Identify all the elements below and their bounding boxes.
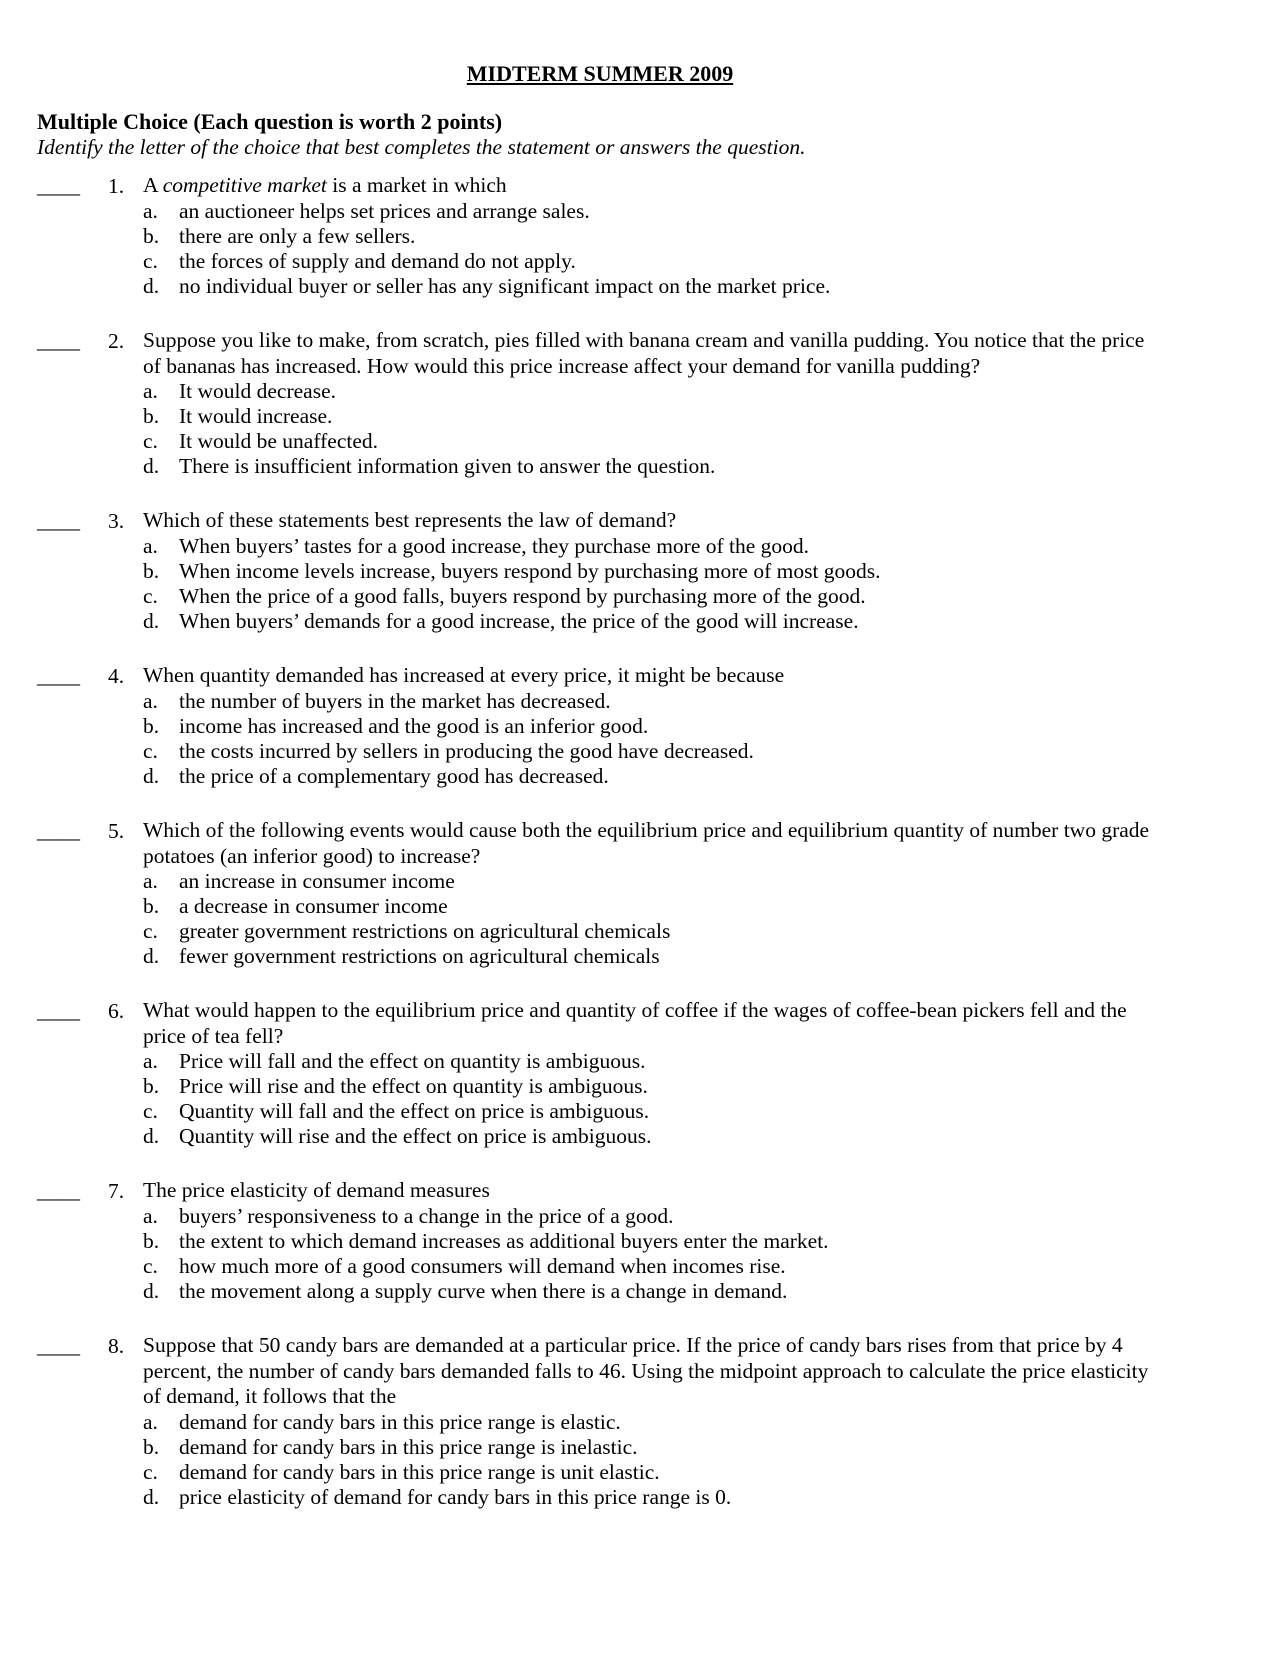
choice-letter: d.: [143, 763, 160, 788]
question-number: 8.: [108, 1334, 125, 1358]
question-number: 2.: [108, 329, 125, 353]
choice-text: there are only a few sellers.: [179, 223, 416, 248]
choice-a[interactable]: [143, 199, 1153, 224]
choice-d[interactable]: [143, 609, 1153, 634]
section-instructions: Identify the letter of the choice that best completes the statement or answers the question.: [37, 135, 806, 159]
question-body: [143, 1333, 1153, 1510]
choice-b[interactable]: [143, 1435, 1153, 1460]
choice-text: no individual buyer or seller has any significant impact on the market price.: [179, 273, 831, 298]
choice-letter: c.: [143, 583, 158, 608]
choice-text: buyers’ responsiveness to a change in the price of a good.: [179, 1203, 674, 1228]
choice-letter: d.: [143, 608, 160, 633]
choice-letter: c.: [143, 1099, 158, 1123]
choice-d[interactable]: [143, 944, 1153, 969]
choice-letter: a.: [143, 379, 158, 403]
answer-blank[interactable]: ____: [37, 999, 80, 1023]
choice-letter: b.: [143, 894, 160, 918]
choice-text: an auctioneer helps set prices and arrange sales.: [179, 198, 590, 223]
choice-letter: b.: [143, 558, 160, 583]
choice-a[interactable]: [143, 1204, 1153, 1229]
choice-b[interactable]: [143, 1074, 1153, 1099]
answer-blank[interactable]: ____: [37, 664, 80, 688]
choice-c[interactable]: [143, 1099, 1153, 1124]
question-number: 3.: [108, 509, 125, 533]
choice-text: Price will rise and the effect on quantity is ambiguous.: [179, 1074, 648, 1098]
choice-text: There is insufficient information given to answer the question.: [179, 454, 716, 478]
choice-letter: b.: [143, 1434, 160, 1459]
question-body: [143, 998, 1153, 1149]
choice-a[interactable]: [143, 869, 1153, 894]
choice-c[interactable]: [143, 429, 1153, 454]
question-body: [143, 508, 1153, 634]
choice-letter: c.: [143, 429, 158, 453]
choice-text: It would be unaffected.: [179, 429, 379, 453]
question-body: [143, 818, 1153, 969]
choice-letter: c.: [143, 1253, 158, 1278]
choice-text: When the price of a good falls, buyers respond by purchasing more of the good.: [179, 583, 866, 608]
choice-text: how much more of a good consumers will demand when incomes rise.: [179, 1253, 786, 1278]
choice-b[interactable]: [143, 404, 1153, 429]
choice-text: Price will fall and the effect on quantity is ambiguous.: [179, 1049, 646, 1073]
choice-letter: b.: [143, 404, 160, 428]
choice-text: greater government restrictions on agricultural chemicals: [179, 919, 671, 943]
question-stem: When quantity demanded has increased at every price, it might be because: [143, 663, 785, 687]
choice-letter: c.: [143, 919, 158, 943]
choice-letter: d.: [143, 273, 160, 298]
choice-c[interactable]: [143, 739, 1153, 764]
page-title: MIDTERM SUMMER 2009: [466, 61, 734, 86]
choice-c[interactable]: [143, 1460, 1153, 1485]
choice-b[interactable]: [143, 714, 1153, 739]
question-stem: What would happen to the equilibrium price and quantity of coffee if the wages of coffee-bean pickers fell and the price of tea fell?: [143, 998, 1127, 1048]
choice-letter: d.: [143, 944, 160, 968]
choice-letter: a.: [143, 1203, 158, 1228]
choice-b[interactable]: [143, 894, 1153, 919]
choice-letter: c.: [143, 738, 158, 763]
choice-text: the forces of supply and demand do not apply.: [179, 248, 576, 273]
choice-d[interactable]: [143, 274, 1153, 299]
stem-prefix: A: [143, 173, 163, 197]
answer-blank[interactable]: ____: [37, 329, 80, 353]
choice-d[interactable]: [143, 1124, 1153, 1149]
question-number: 5.: [108, 819, 125, 843]
section-heading: Multiple Choice (Each question is worth 2 points): [37, 109, 503, 134]
question-body: [143, 663, 1153, 789]
choice-b[interactable]: [143, 224, 1153, 249]
choice-letter: a.: [143, 1409, 158, 1434]
question-stem: Suppose that 50 candy bars are demanded at a particular price. If the price of candy bars rises from that price by 4 percent, the number of candy bars demanded falls to 46. Using the midpoint approach to calculate the price elasticity of demand, it follows that the: [143, 1333, 1149, 1408]
choice-a[interactable]: [143, 689, 1153, 714]
choice-letter: a.: [143, 688, 158, 713]
choice-letter: d.: [143, 1124, 160, 1148]
choice-text: demand for candy bars in this price range is inelastic.: [179, 1434, 638, 1459]
question-stem: Suppose you like to make, from scratch, pies filled with banana cream and vanilla pudding. You notice that the price of bananas has increased. How would this price increase affect your demand for vanilla pudding?: [143, 328, 1145, 378]
question-stem: Which of the following events would cause both the equilibrium price and equilibrium quantity of number two grade potatoes (an inferior good) to increase?: [143, 818, 1150, 868]
choice-text: the price of a complementary good has decreased.: [179, 763, 609, 788]
choice-letter: b.: [143, 1228, 160, 1253]
choice-letter: c.: [143, 1459, 158, 1484]
choice-text: It would increase.: [179, 404, 333, 428]
choice-text: the costs incurred by sellers in producing the good have decreased.: [179, 738, 754, 763]
choice-text: fewer government restrictions on agricultural chemicals: [179, 944, 660, 968]
choice-letter: b.: [143, 1074, 160, 1098]
choice-text: a decrease in consumer income: [179, 894, 448, 918]
question-stem: The price elasticity of demand measures: [143, 1178, 490, 1202]
choice-b[interactable]: [143, 559, 1153, 584]
question-stem: [143, 173, 1153, 199]
answer-blank[interactable]: ____: [37, 1179, 80, 1203]
choice-letter: b.: [143, 223, 160, 248]
question-body: [143, 328, 1153, 479]
choice-letter: d.: [143, 1484, 160, 1509]
choice-d[interactable]: [143, 764, 1153, 789]
question-number: 7.: [108, 1179, 125, 1203]
choice-a[interactable]: [143, 534, 1153, 559]
choice-a[interactable]: [143, 379, 1153, 404]
choice-d[interactable]: [143, 1279, 1153, 1304]
choice-text: Quantity will fall and the effect on price is ambiguous.: [179, 1099, 650, 1123]
answer-blank[interactable]: ____: [37, 509, 80, 533]
choice-text: the movement along a supply curve when there is a change in demand.: [179, 1278, 788, 1303]
answer-blank[interactable]: ____: [37, 1334, 80, 1358]
choice-c[interactable]: [143, 584, 1153, 609]
choice-text: It would decrease.: [179, 379, 336, 403]
choice-letter: d.: [143, 454, 160, 478]
choice-text: demand for candy bars in this price range is unit elastic.: [179, 1459, 660, 1484]
choice-letter: c.: [143, 248, 158, 273]
question-number: 4.: [108, 664, 125, 688]
choice-a[interactable]: [143, 1049, 1153, 1074]
choice-b[interactable]: [143, 1229, 1153, 1254]
choice-d[interactable]: [143, 1485, 1153, 1510]
question-body: [143, 173, 1153, 299]
stem-suffix: is a market in which: [326, 173, 507, 197]
choice-text: price elasticity of demand for candy bars in this price range is 0.: [179, 1484, 732, 1509]
answer-blank[interactable]: ____: [37, 819, 80, 843]
choice-text: income has increased and the good is an inferior good.: [179, 713, 649, 738]
choice-text: When buyers’ tastes for a good increase, they purchase more of the good.: [179, 533, 810, 558]
choice-d[interactable]: [143, 454, 1153, 479]
choice-text: Quantity will rise and the effect on price is ambiguous.: [179, 1124, 652, 1148]
choice-text: When buyers’ demands for a good increase, the price of the good will increase.: [179, 608, 859, 633]
stem-emphasis: competitive market: [162, 173, 327, 197]
choice-text: the extent to which demand increases as additional buyers enter the market.: [179, 1228, 829, 1253]
choice-c[interactable]: [143, 919, 1153, 944]
question-body: [143, 1178, 1153, 1304]
choice-letter: a.: [143, 1049, 158, 1073]
choice-letter: a.: [143, 533, 158, 558]
question-number: 6.: [108, 999, 125, 1023]
choice-letter: d.: [143, 1278, 160, 1303]
choice-text: When income levels increase, buyers respond by purchasing more of most goods.: [179, 558, 881, 583]
choice-letter: a.: [143, 198, 158, 223]
choice-letter: a.: [143, 869, 158, 893]
choice-text: the number of buyers in the market has decreased.: [179, 688, 611, 713]
question-stem: Which of these statements best represents the law of demand?: [143, 508, 677, 532]
choice-c[interactable]: [143, 249, 1153, 274]
choice-text: demand for candy bars in this price range is elastic.: [179, 1409, 621, 1434]
choice-text: an increase in consumer income: [179, 869, 455, 893]
answer-blank[interactable]: ____: [37, 174, 80, 198]
choice-a[interactable]: [143, 1410, 1153, 1435]
choice-letter: b.: [143, 713, 160, 738]
choice-c[interactable]: [143, 1254, 1153, 1279]
question-number: 1.: [108, 174, 125, 198]
